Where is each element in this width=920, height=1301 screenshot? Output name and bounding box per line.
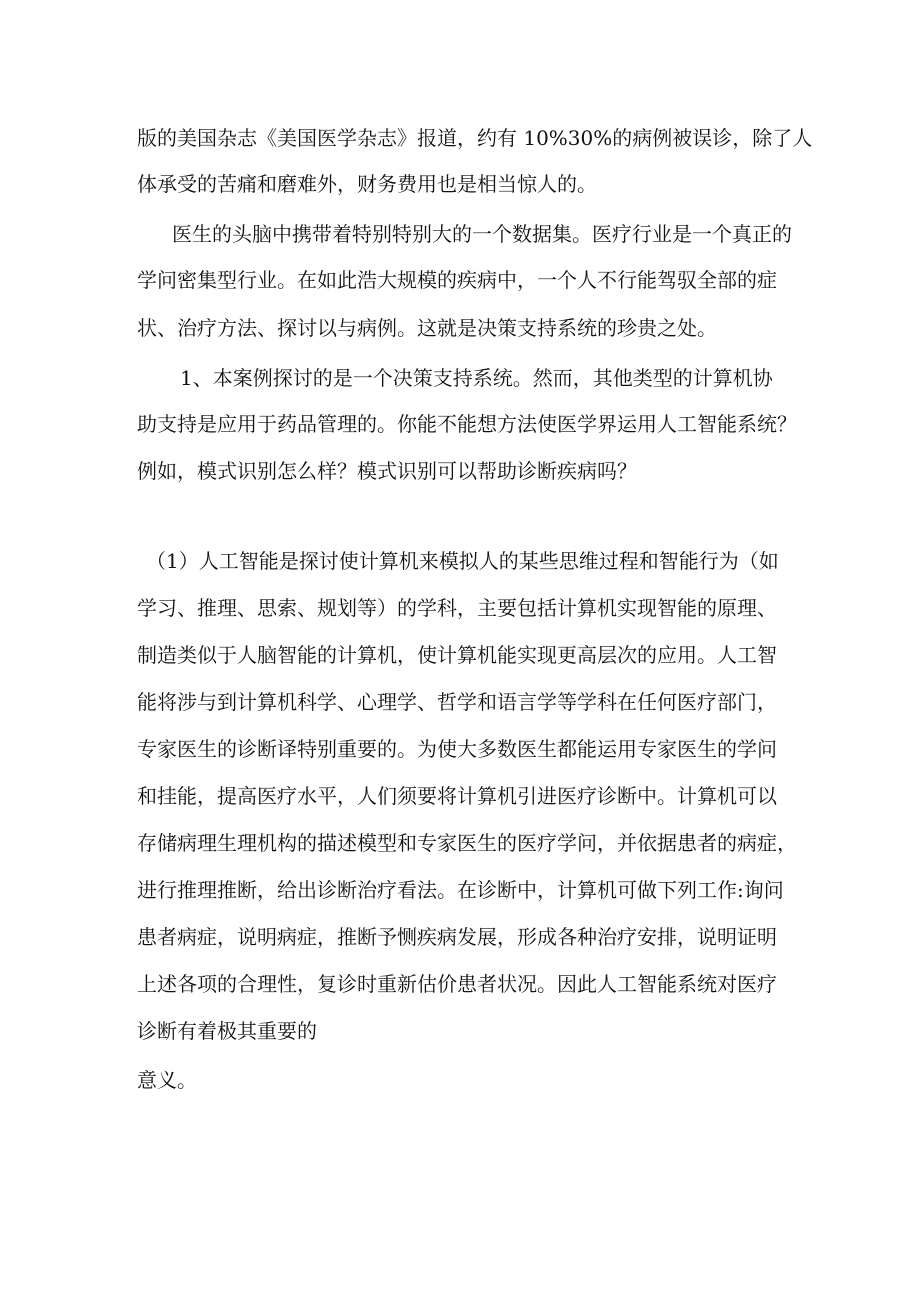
paragraph-line: 版的美国杂志《美国医学杂志》报道，约有 10%30%的病例被误诊，除了人 xyxy=(137,126,813,150)
paragraph-line: 患者病症，说明病症，推断予恻疾病发展，形成各种治疗安排，说明证明 xyxy=(137,925,777,949)
paragraph-line: 专家医生的诊断译特别重要的。为使大多数医生都能运用专家医生的学问 xyxy=(137,737,777,761)
paragraph-line: 学问密集型行业。在如此浩大规模的疾病中，一个人不行能驾驭全部的症 xyxy=(137,268,777,292)
paragraph-line: 能将涉与到计算机科学、心理学、哲学和语言学等学科在任何医疗部门， xyxy=(137,690,777,714)
paragraph-line: 体承受的苦痛和磨难外，财务费用也是相当惊人的。 xyxy=(137,172,597,196)
paragraph-line: 助支持是应用于药品管理的。你能不能想方法使医学界运用人工智能系统？ xyxy=(137,412,797,436)
paragraph-line: （1）人工智能是探讨使计算机来模拟人的某些思维过程和智能行为（如 xyxy=(146,549,779,573)
paragraph-line: 上述各项的合理性，复诊时重新估价患者状况。因此人工智能系统对医疗 xyxy=(137,972,777,996)
paragraph-line: 进行推理推断，给出诊断治疗看法。在诊断中，计算机可做下列工作:询问 xyxy=(137,878,784,902)
paragraph-line: 状、治疗方法、探讨以与病例。这就是决策支持系统的珍贵之处。 xyxy=(137,316,717,340)
paragraph-line: 存储病理生理机构的描述模型和专家医生的医疗学问，并依据患者的病症， xyxy=(137,831,797,855)
paragraph-line: 诊断有着极其重要的 xyxy=(137,1019,317,1043)
paragraph-line: 制造类似于人脑智能的计算机，使计算机能实现更高层次的应用。人工智 xyxy=(137,643,777,667)
paragraph-line: 医生的头脑中携带着特别特别大的一个数据集。医疗行业是一个真正的 xyxy=(172,222,792,246)
paragraph-line: 1、本案例探讨的是一个决策支持系统。然而，其他类型的计算机协 xyxy=(180,366,773,390)
paragraph-line: 例如，模式识别怎么样？模式识别可以帮助诊断疾病吗？ xyxy=(137,459,637,483)
paragraph-line: 和挂能，提高医疗水平，人们须要将计算机引进医疗诊断中。计算机可以 xyxy=(137,784,777,808)
paragraph-line: 意义。 xyxy=(137,1068,197,1092)
paragraph-line: 学习、推理、思索、规划等）的学科，主要包括计算机实现智能的原理、 xyxy=(137,596,777,620)
